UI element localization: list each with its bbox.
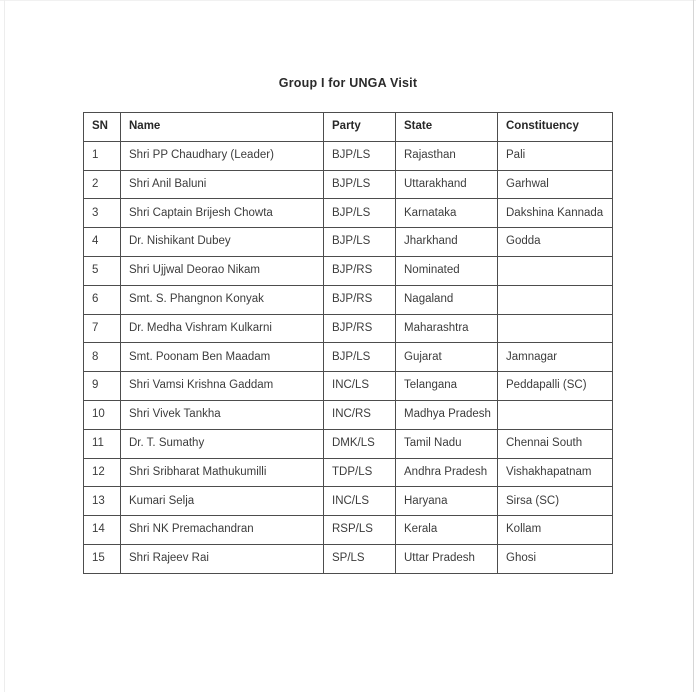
cell-state: Tamil Nadu: [396, 429, 498, 458]
cell-party: SP/LS: [324, 544, 396, 573]
cell-party: BJP/LS: [324, 228, 396, 257]
table-row: [84, 458, 613, 487]
column-header-sn: SN: [84, 113, 121, 142]
cell-party: BJP/LS: [324, 170, 396, 199]
cell-state: Jharkhand: [396, 228, 498, 257]
cell-state: Nagaland: [396, 285, 498, 314]
cell-constituency: Vishakhapatnam: [498, 458, 613, 487]
cell-constituency: Godda: [498, 228, 613, 257]
cell-state: Telangana: [396, 372, 498, 401]
cell-sn: 2: [84, 170, 121, 199]
cell-name: Shri Vivek Tankha: [121, 400, 324, 429]
cell-constituency: [498, 314, 613, 343]
cell-sn: 9: [84, 372, 121, 401]
cell-state: Uttar Pradesh: [396, 544, 498, 573]
cell-constituency: Jamnagar: [498, 343, 613, 372]
cell-state: Andhra Pradesh: [396, 458, 498, 487]
table-row: [84, 400, 613, 429]
cell-sn: 5: [84, 256, 121, 285]
cell-sn: 10: [84, 400, 121, 429]
cell-party: INC/LS: [324, 372, 396, 401]
table-row: [84, 256, 613, 285]
cell-party: BJP/LS: [324, 141, 396, 170]
cell-sn: 12: [84, 458, 121, 487]
cell-name: Dr. Medha Vishram Kulkarni: [121, 314, 324, 343]
column-header-name: Name: [121, 113, 324, 142]
cell-state: Madhya Pradesh: [396, 400, 498, 429]
cell-name: Shri Sribharat Mathukumilli: [121, 458, 324, 487]
table-header-row: [84, 113, 613, 142]
delegation-table: [83, 112, 613, 574]
column-header-party: Party: [324, 113, 396, 142]
cell-state: Karnataka: [396, 199, 498, 228]
cell-party: INC/LS: [324, 487, 396, 516]
table-row: [84, 285, 613, 314]
table-row: [84, 429, 613, 458]
cell-state: Uttarakhand: [396, 170, 498, 199]
cell-party: BJP/RS: [324, 285, 396, 314]
cell-party: BJP/LS: [324, 343, 396, 372]
cell-name: Smt. S. Phangnon Konyak: [121, 285, 324, 314]
cell-constituency: Ghosi: [498, 544, 613, 573]
cell-constituency: Dakshina Kannada: [498, 199, 613, 228]
cell-name: Shri Captain Brijesh Chowta: [121, 199, 324, 228]
table-row: [84, 343, 613, 372]
cell-constituency: [498, 285, 613, 314]
column-header-constituency: Constituency: [498, 113, 613, 142]
cell-sn: 14: [84, 516, 121, 545]
cell-sn: 1: [84, 141, 121, 170]
cell-sn: 13: [84, 487, 121, 516]
table-row: [84, 544, 613, 573]
cell-constituency: Garhwal: [498, 170, 613, 199]
cell-party: RSP/LS: [324, 516, 396, 545]
page-edge-top: [0, 0, 696, 1]
cell-constituency: Chennai South: [498, 429, 613, 458]
cell-constituency: Peddapalli (SC): [498, 372, 613, 401]
cell-name: Shri PP Chaudhary (Leader): [121, 141, 324, 170]
cell-state: Maharashtra: [396, 314, 498, 343]
table-row: [84, 487, 613, 516]
cell-constituency: [498, 256, 613, 285]
cell-sn: 11: [84, 429, 121, 458]
cell-sn: 6: [84, 285, 121, 314]
cell-name: Shri Vamsi Krishna Gaddam: [121, 372, 324, 401]
cell-state: Rajasthan: [396, 141, 498, 170]
cell-constituency: [498, 400, 613, 429]
table-row: [84, 141, 613, 170]
cell-sn: 3: [84, 199, 121, 228]
cell-name: Shri Rajeev Rai: [121, 544, 324, 573]
cell-party: BJP/RS: [324, 256, 396, 285]
page-edge-right: [693, 0, 694, 692]
column-header-state: State: [396, 113, 498, 142]
cell-sn: 7: [84, 314, 121, 343]
table-row: [84, 228, 613, 257]
table-row: [84, 314, 613, 343]
cell-constituency: Sirsa (SC): [498, 487, 613, 516]
cell-party: BJP/LS: [324, 199, 396, 228]
cell-party: TDP/LS: [324, 458, 396, 487]
table-row: [84, 199, 613, 228]
cell-sn: 4: [84, 228, 121, 257]
table-row: [84, 170, 613, 199]
cell-name: Dr. T. Sumathy: [121, 429, 324, 458]
cell-name: Dr. Nishikant Dubey: [121, 228, 324, 257]
cell-name: Smt. Poonam Ben Maadam: [121, 343, 324, 372]
cell-party: BJP/RS: [324, 314, 396, 343]
table-row: [84, 516, 613, 545]
cell-name: Shri Anil Baluni: [121, 170, 324, 199]
cell-constituency: Pali: [498, 141, 613, 170]
cell-state: Kerala: [396, 516, 498, 545]
cell-name: Kumari Selja: [121, 487, 324, 516]
cell-party: INC/RS: [324, 400, 396, 429]
cell-constituency: Kollam: [498, 516, 613, 545]
page-edge-left: [4, 0, 5, 692]
cell-state: Gujarat: [396, 343, 498, 372]
cell-party: DMK/LS: [324, 429, 396, 458]
cell-name: Shri Ujjwal Deorao Nikam: [121, 256, 324, 285]
table-row: [84, 372, 613, 401]
cell-state: Nominated: [396, 256, 498, 285]
cell-sn: 8: [84, 343, 121, 372]
page-title: Group I for UNGA Visit: [278, 76, 418, 90]
cell-sn: 15: [84, 544, 121, 573]
cell-name: Shri NK Premachandran: [121, 516, 324, 545]
table-body: [84, 141, 613, 573]
cell-state: Haryana: [396, 487, 498, 516]
